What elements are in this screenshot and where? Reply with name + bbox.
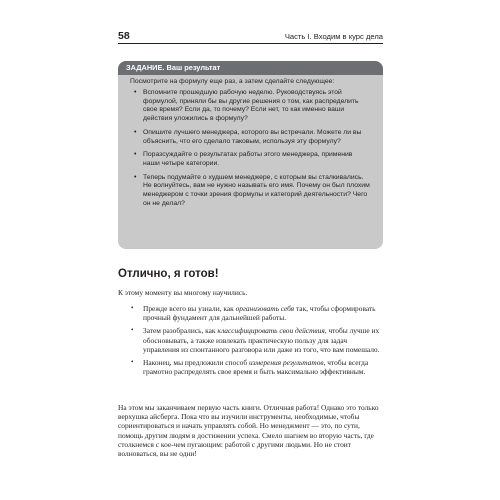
- task-item: [134, 151, 371, 168]
- bullet-icon: •: [134, 173, 137, 181]
- task-box-title: ЗАДАНИЕ. Ваш результат: [118, 61, 383, 75]
- list-item: [118, 358, 383, 376]
- task-item: [134, 128, 371, 146]
- list-item-text: Затем разобрались, как: [143, 326, 218, 336]
- task-box-intro: Посмотрите на формулу еще раз, а затем сделайте следующее:: [130, 78, 335, 85]
- summary-list: [118, 304, 383, 380]
- closing-paragraph: На этом мы заканчиваем первую часть книги. Отличная работа! Однако это только верхушка айсберга. Пока что вы изучили инструменты, необходимые, чтобы сориентироваться и начать управлять собой. Но менеджмент — это, по сути, помощь другим людям в достижении успеха. Смело шагнем во вторую часть, где столкнемся с кое-чем пугающим: работой с другими людьми. Но не стоит волноваться, вы не одни!: [118, 403, 379, 459]
- running-head: Часть I. Входим в курс дела: [284, 32, 383, 41]
- bullet-icon: •: [131, 304, 134, 312]
- header-rule: [118, 43, 383, 44]
- list-item-text: Наконец, мы предложили способ: [143, 358, 249, 368]
- bullet-icon: •: [134, 128, 137, 136]
- bullet-icon: •: [131, 326, 134, 335]
- page-number: 58: [118, 30, 130, 42]
- list-item-text: , чтобы лучше их обосновывать, а также извлекать практическую пользу для задач управления из спонтанного разговора или даже из того, что вам помешало.: [143, 326, 380, 354]
- bullet-icon: •: [131, 358, 134, 367]
- section-title: Отлично, я готов!: [118, 268, 219, 280]
- bullet-icon: •: [134, 151, 137, 159]
- task-item-text: Опишите лучшего менеджера, которого вы встречали. Можете ли вы объяснить, что его сделало таковым, используя эту формулу?: [143, 128, 362, 145]
- emphasis-text: измерения результатов: [248, 358, 324, 368]
- task-item-text: Поразсуждайте о результатах работы этого менеджера, применив наши четыре категории.: [143, 151, 353, 167]
- emphasis-text: организовать себя: [235, 304, 295, 313]
- task-item: [134, 173, 371, 209]
- task-item: [134, 89, 371, 124]
- task-box: [118, 61, 383, 249]
- task-item-text: Вспомните прошедшую рабочую неделю. Руководствуясь этой формулой, приняли бы вы другие решения о том, как распределить свое время? Если да, то почему? Если нет, то как именно ваши действия уложились в формулу?: [143, 89, 359, 123]
- emphasis-text: классифицировать свои действия: [217, 326, 325, 336]
- list-item-text: так, чтобы сформировать прочный фундамент для дальнейшей работы.: [143, 304, 376, 323]
- list-item: [118, 304, 383, 322]
- list-item: [118, 326, 383, 354]
- lead-paragraph: К этому моменту вы многому научились.: [118, 288, 248, 297]
- list-item-text: , чтобы всегда грамотно распределять свое время и быть максимально эффективным.: [143, 358, 369, 377]
- list-item-text: Прежде всего вы узнали, как: [143, 304, 236, 313]
- task-item-text: Теперь подумайте о худшем менеджере, с которым вы сталкивались. Не волнуйтесь, вам не нужно называть его имя. Почему он был плохим менеджером с точки зрения формулы и категорий деятельности? Чего он не делал?: [143, 173, 370, 207]
- bullet-icon: •: [134, 89, 137, 96]
